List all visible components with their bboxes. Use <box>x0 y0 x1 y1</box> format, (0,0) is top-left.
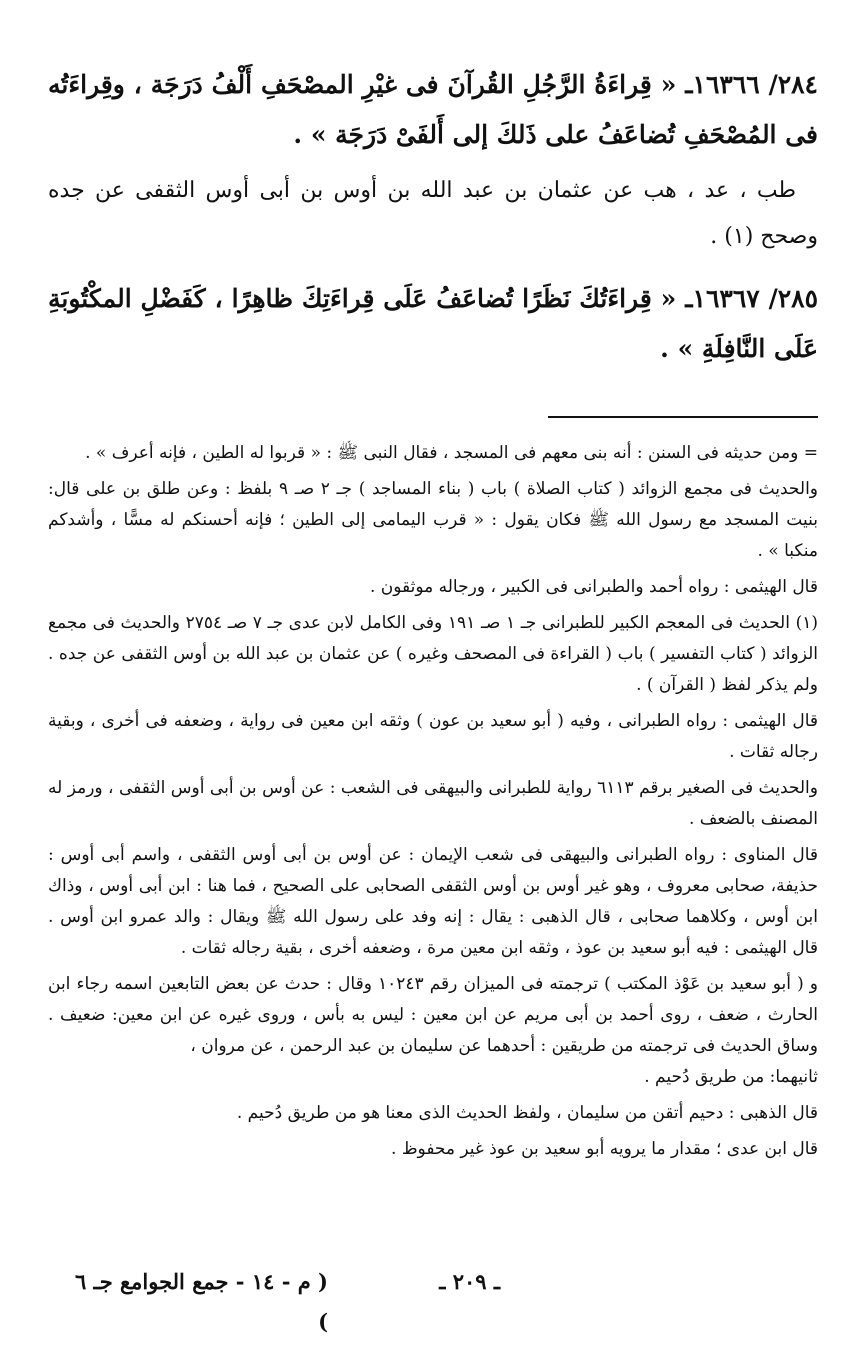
hadith-284-source: طب ، عد ، هب عن عثمان بن عبد الله بن أوس بن أبى أوس الثقفى عن جده وصحح (١) . <box>48 178 818 249</box>
hadith-285: ٢٨٥/ ١٦٣٦٧ـ « قِراءَتُكَ نَظَرًا تُضاعَفُ عَلَى قِراءَتِكَ ظاهِرًا ، كَفَضْلِ المكْتُوبَةِ عَلَى النَّافِلَةِ » . <box>48 284 819 363</box>
footnotes <box>48 438 818 1170</box>
footnote-paragraph: (١) الحديث فى المعجم الكبير للطبرانى جـ ١ صـ ١٩١ وفى الكامل لابن عدى جـ ٧ صـ ٢٧٥٤ والحديث فى مجمع الزوائد ( كتاب التفسير ) باب ( القراءة فى المصحف وغيره ) عن عثمان بن عبد الله بن أوس الثقفى عن جده . ولم يذكر لفظ ( القرآن ) . <box>48 613 819 695</box>
footnote-paragraph: قال المناوى : رواه الطبرانى والبيهقى فى شعب الإيمان : عن أوس بن أبى أوس الثقفى ، واسم أبى أوس : حذيفة، صحابى معروف ، وهو غير أوس بن أوس الثقفى الصحابى على الصحيح ، فما هنا : ابن أبى أوس ، وذاك ابن أوس ، وكلاهما صحابى ، قال الذهبى : يقال : إنه وفد على رسول الله ﷺ ويقال : والد عمرو ابن أوس . قال الهيثمى : فيه أبو سعيد بن عوذ ، وثقه ابن معين مرة ، وضعفه أخرى ، بقية رجاله ثقات . <box>48 845 818 958</box>
page-number: ـ ٢٠٩ ـ <box>439 1269 500 1294</box>
footnote-paragraph: قال ابن عدى ؛ مقدار ما يرويه أبو سعيد بن عوذ غير محفوظ . <box>391 1139 818 1159</box>
main-text <box>48 60 818 374</box>
footnote-paragraph: و ( أبو سعيد بن عَوْذ المكتب ) ترجمته فى الميزان رقم ١٠٢٤٣ وقال : حدث عن بعض التابعين اسمه رجاء ابن الحارث ، ضعف ، روى أحمد بن أبى مريم عن ابن معين : ليس به بأس ، وروى غيره عن ابن معين: ضعيف . وساق الحديث فى ترجمته من طريقين : أحدهما عن سليمان بن عبد الرحمن ، عن مروان ، <box>48 974 818 1056</box>
footnote-paragraph: ثانيهما: من طريق دُحيم . <box>644 1067 818 1087</box>
footnote-paragraph: والحديث فى الصغير برقم ٦١١٣ رواية للطبرانى والبيهقى فى الشعب : عن أوس بن أبى أوس الثقفى ، ورمز له المصنف بالضعف . <box>48 778 818 829</box>
footnote-separator <box>548 416 818 418</box>
footnote-paragraph: والحديث فى مجمع الزوائد ( كتاب الصلاة ) باب ( بناء المساجد ) جـ ٢ صـ ٩ بلفظ : وعن طلق بن على قال: بنيت المسجد مع رسول الله ﷺ فكان يقول : « قرب اليمامى إلى الطين ؛ فإنه أحسنكم له مسًّا ، وأشدكم منكبا » . <box>48 479 818 561</box>
footnote-paragraph: قال الذهبى : دحيم أتقن من سليمان ، ولفظ الحديث الذى معنا هو من طريق دُحيم . <box>236 1103 818 1123</box>
signature-mark: ( م - ١٤ - جمع الجوامع جـ ٦ ) <box>74 1269 328 1334</box>
footnote-paragraph: قال الهيثمى : رواه أحمد والطبرانى فى الكبير ، ورجاله موثقون . <box>369 577 818 597</box>
hadith-284: ٢٨٤/ ١٦٣٦٦ـ « قِراءَةُ الرَّجُلِ القُرآنَ فى غيْرِ المصْحَفِ أَلْفُ دَرَجَة ، وقِراءَتُه فى المُصْحَفِ تُضاعَفُ على ذَلكَ إلى أَلفَىْ دَرَجَة » . <box>48 70 818 149</box>
footnote-paragraph: قال الهيثمى : رواه الطبرانى ، وفيه ( أبو سعيد بن عون ) وثقه ابن معين فى رواية ، وضعفه فى أخرى ، وبقية رجاله ثقات . <box>48 711 818 762</box>
page-footer <box>58 1262 808 1334</box>
footnote-paragraph: = ومن حديثه فى السنن : أنه بنى معهم فى المسجد ، فقال النبى ﷺ : « قربوا له الطين ، فإنه أعرف » . <box>85 443 818 463</box>
